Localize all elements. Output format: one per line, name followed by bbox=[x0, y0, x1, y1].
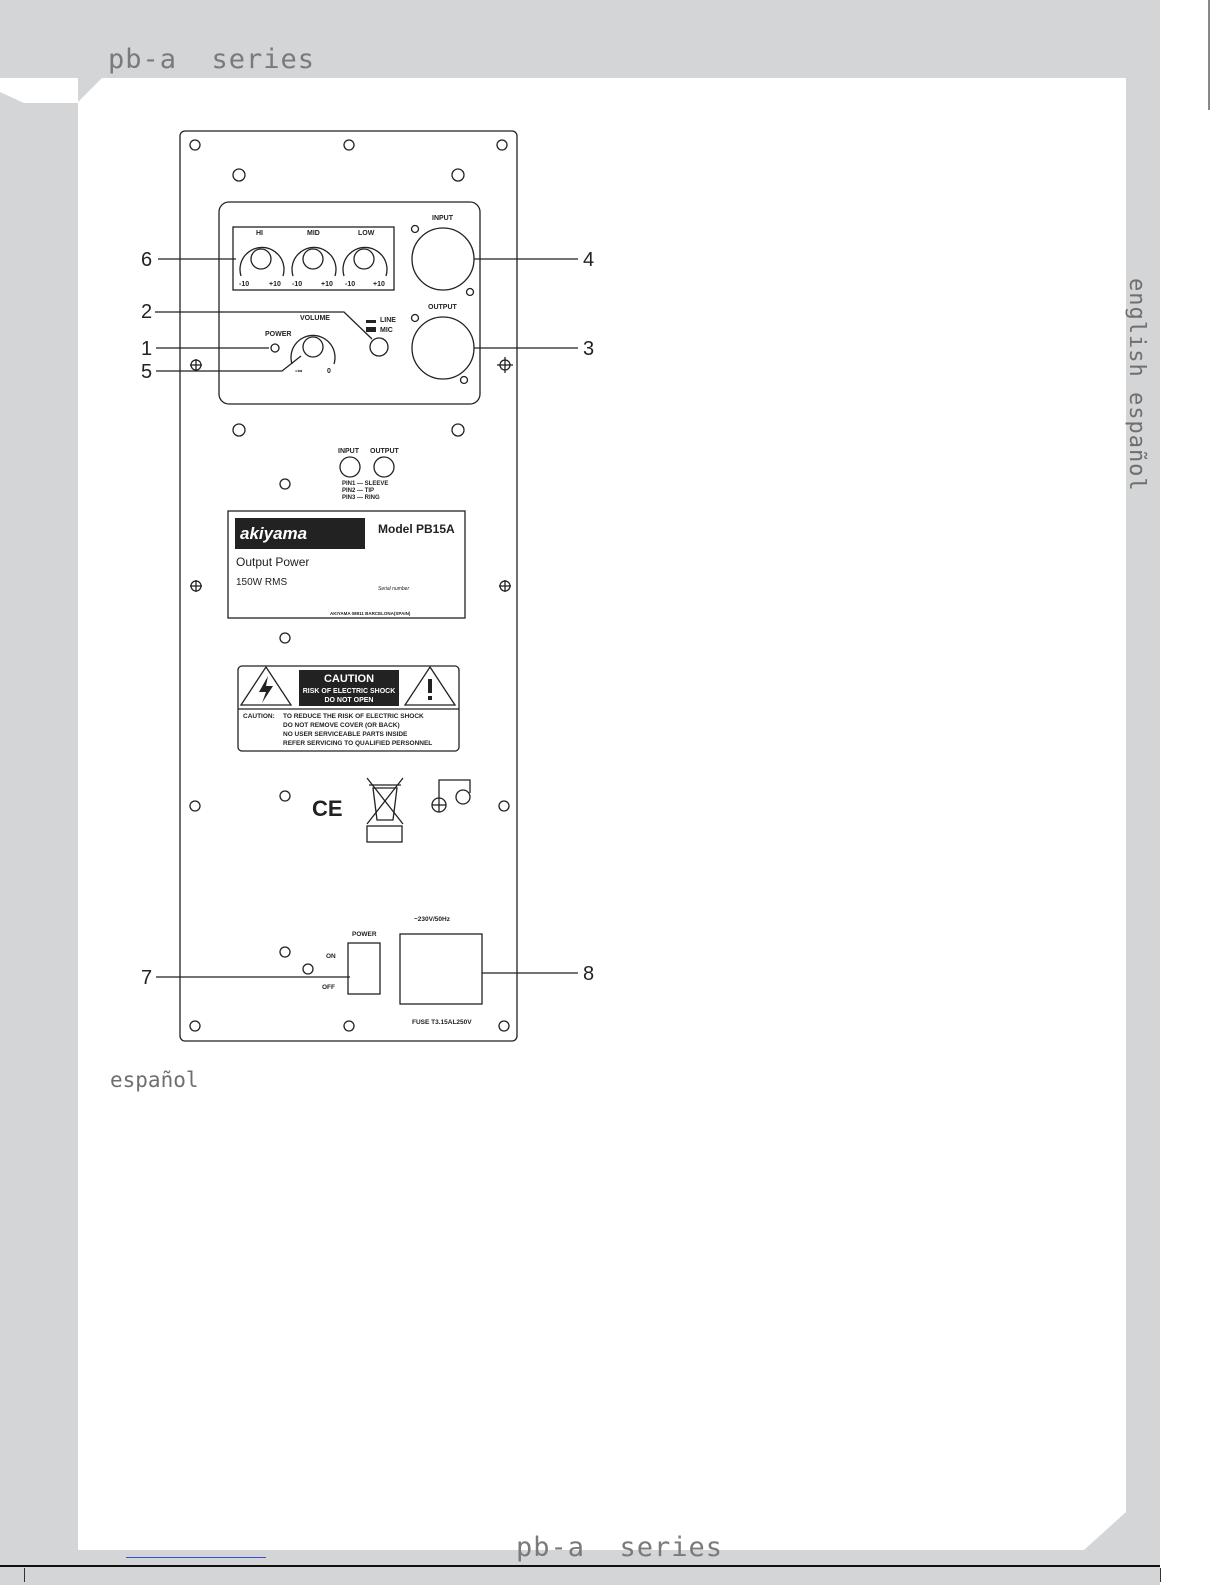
pin-output-label: OUTPUT bbox=[370, 448, 399, 455]
input-xlr-connector bbox=[412, 228, 474, 290]
eq-mid-max: +10 bbox=[321, 281, 333, 288]
screw-hole bbox=[344, 1021, 354, 1031]
callout-number-2: 2 bbox=[141, 301, 153, 323]
volume-label: VOLUME bbox=[300, 315, 330, 322]
fuse-label: FUSE T3.15AL250V bbox=[412, 1019, 472, 1026]
power-led bbox=[271, 344, 279, 352]
callout-number-3: 3 bbox=[583, 338, 595, 360]
pin-input-label: INPUT bbox=[338, 448, 359, 455]
output-label: OUTPUT bbox=[428, 304, 457, 311]
eq-low-max: +10 bbox=[373, 281, 385, 288]
header-series-title: pb-a series bbox=[108, 44, 316, 75]
ground-icon bbox=[432, 780, 470, 812]
model-label: Model PB15A bbox=[378, 522, 455, 536]
screw-hole bbox=[344, 140, 354, 150]
power-switch bbox=[348, 943, 380, 994]
company-label: AKIYAMA 08911 BARCELONA(SPAIN) bbox=[330, 611, 411, 616]
screw-hole bbox=[190, 1021, 200, 1031]
pin-3-label: PIN3 — RING bbox=[342, 495, 380, 501]
screw-hole bbox=[280, 791, 290, 801]
brand-logo-text: akiyama bbox=[240, 524, 308, 543]
pin-1-label: PIN1 — SLEEVE bbox=[342, 481, 389, 487]
output-power-label: Output Power bbox=[236, 555, 310, 569]
screw-hole bbox=[233, 169, 245, 181]
power-led-label: POWER bbox=[265, 331, 292, 338]
power-switch-label: POWER bbox=[352, 931, 377, 938]
callout-line-2 bbox=[155, 312, 372, 339]
crosshair-screw bbox=[190, 580, 202, 592]
side-language-tab: english español bbox=[1124, 278, 1149, 492]
screw-hole bbox=[499, 801, 509, 811]
caution-line: NO USER SERVICEABLE PARTS INSIDE bbox=[283, 731, 408, 738]
pin-2-label: PIN2 — TIP bbox=[342, 488, 375, 494]
screw-hole bbox=[497, 140, 507, 150]
section-language-label: español bbox=[110, 1068, 199, 1092]
weee-bin-icon bbox=[367, 778, 403, 842]
eq-mid-min: -10 bbox=[292, 281, 303, 288]
serial-label: Serial number bbox=[378, 586, 410, 592]
mic-label: MIC bbox=[380, 327, 393, 334]
eq-low-label: LOW bbox=[358, 230, 375, 237]
screw-hole bbox=[190, 140, 200, 150]
amplifier-plate bbox=[180, 131, 517, 1041]
caution-line: DO NOT REMOVE COVER (OR BACK) bbox=[283, 722, 400, 729]
input-label: INPUT bbox=[432, 215, 453, 222]
volume-max-label: 0 bbox=[327, 368, 331, 375]
eq-hi-min: -10 bbox=[239, 281, 250, 288]
callout-line-5 bbox=[156, 356, 301, 371]
screw-hole bbox=[452, 169, 464, 181]
screw-hole bbox=[499, 1021, 509, 1031]
screw-hole bbox=[303, 964, 313, 974]
eq-knob-low bbox=[343, 247, 387, 276]
caution-subtitle-1: RISK OF ELECTRIC SHOCK bbox=[302, 688, 396, 695]
screw-hole bbox=[280, 479, 290, 489]
crosshair-screw bbox=[499, 580, 511, 592]
eq-knob-mid bbox=[292, 247, 336, 276]
volume-min-label: -∞ bbox=[295, 368, 303, 375]
callout-number-5: 5 bbox=[141, 361, 153, 383]
caution-title: CAUTION bbox=[323, 673, 375, 685]
callout-number-8: 8 bbox=[583, 963, 595, 985]
pin-output-connector bbox=[374, 457, 394, 477]
eq-hi-max: +10 bbox=[269, 281, 281, 288]
line-label: LINE bbox=[380, 317, 396, 324]
caution-line: REFER SERVICING TO QUALIFIED PERSONNEL bbox=[283, 740, 433, 747]
ce-mark: CE bbox=[312, 796, 343, 821]
line-mic-switch bbox=[370, 338, 388, 356]
callout-number-6: 6 bbox=[141, 249, 153, 271]
caution-subtitle-2: DO NOT OPEN bbox=[324, 697, 374, 704]
screw-hole bbox=[280, 947, 290, 957]
power-off-label: OFF bbox=[322, 984, 335, 991]
screw-hole bbox=[190, 801, 200, 811]
caution-line: TO REDUCE THE RISK OF ELECTRIC SHOCK bbox=[283, 713, 424, 720]
eq-mid-label: MID bbox=[307, 230, 320, 237]
rms-label: 150W RMS bbox=[236, 577, 288, 588]
volume-knob bbox=[291, 335, 335, 364]
screw-hole bbox=[452, 424, 464, 436]
output-xlr-connector bbox=[412, 317, 474, 379]
screw-hole bbox=[280, 633, 290, 643]
pin-input-connector bbox=[340, 457, 360, 477]
eq-knob-hi bbox=[240, 247, 284, 276]
fuse-socket bbox=[400, 934, 482, 1004]
footer-series-title: pb-a series bbox=[516, 1532, 724, 1563]
power-on-label: ON bbox=[326, 953, 336, 960]
crosshair-screw bbox=[190, 359, 202, 371]
screw-hole bbox=[233, 424, 245, 436]
caution-prefix: CAUTION: bbox=[243, 713, 275, 720]
voltage-label: ~230V/50Hz bbox=[414, 916, 450, 923]
callout-number-7: 7 bbox=[141, 967, 153, 989]
callout-number-1: 1 bbox=[141, 338, 153, 360]
crosshair-screw bbox=[497, 357, 513, 373]
eq-hi-label: HI bbox=[256, 230, 263, 237]
eq-low-min: -10 bbox=[345, 281, 356, 288]
callout-number-4: 4 bbox=[583, 249, 595, 271]
